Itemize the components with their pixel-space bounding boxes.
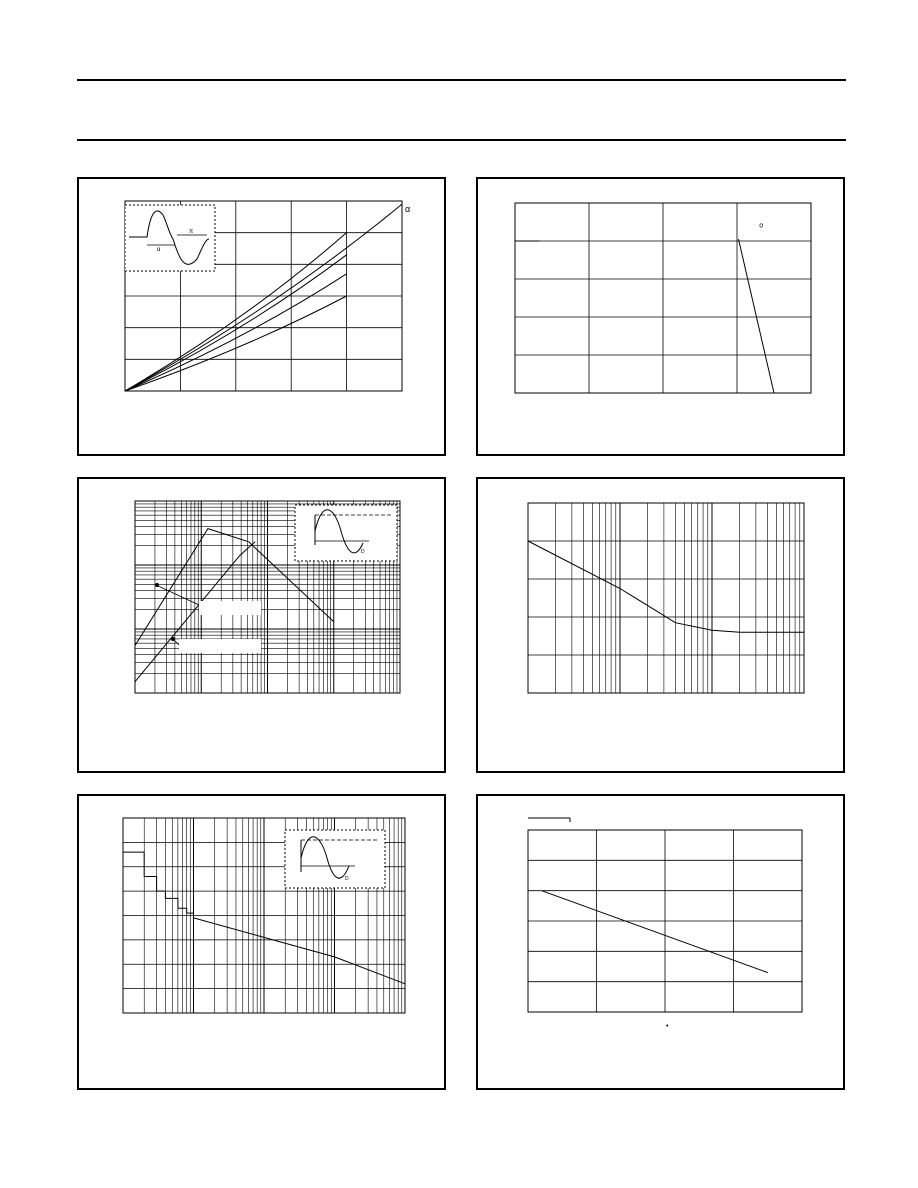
chart-panel-2 xyxy=(476,177,845,456)
chart-panel-1 xyxy=(77,177,446,456)
chart-1-svg xyxy=(79,179,444,454)
chart-2-marker-label: o xyxy=(759,222,764,230)
chart-3-inset-label: D xyxy=(361,549,365,555)
chart-2-series-1-line xyxy=(739,239,775,393)
chart-1-inset-box xyxy=(125,205,215,271)
chart-panel-3 xyxy=(77,477,446,773)
chart-6-note-mark: • xyxy=(666,1023,669,1030)
chart-1-inset-label-a: α xyxy=(157,247,161,253)
chart-3-svg xyxy=(79,479,444,771)
chart-3-annotation-dot-1 xyxy=(155,583,159,587)
chart-5-svg xyxy=(79,796,444,1088)
chart-4-series-1-line xyxy=(528,541,804,632)
chart-1-series-label: α xyxy=(405,204,411,215)
chart-3-inset-box xyxy=(295,505,397,561)
header-rule-bottom xyxy=(77,139,846,141)
chart-2-svg xyxy=(478,179,843,454)
chart-3-annotation-box-2 xyxy=(179,639,261,653)
chart-panel-4 xyxy=(476,477,845,773)
chart-6-svg xyxy=(478,796,843,1088)
chart-5-inset-box xyxy=(285,830,385,888)
chart-4-plot-frame xyxy=(528,503,804,693)
chart-4-svg xyxy=(478,479,843,771)
header-rule-top xyxy=(77,79,846,81)
chart-3-annotation-dot-2 xyxy=(171,637,175,641)
chart-panel-6 xyxy=(476,794,845,1090)
chart-panel-5 xyxy=(77,794,446,1090)
chart-5-inset-label: D xyxy=(345,876,349,882)
chart-3-annotation-box-1 xyxy=(199,601,261,615)
chart-1-inset-label-b: π xyxy=(189,229,194,235)
